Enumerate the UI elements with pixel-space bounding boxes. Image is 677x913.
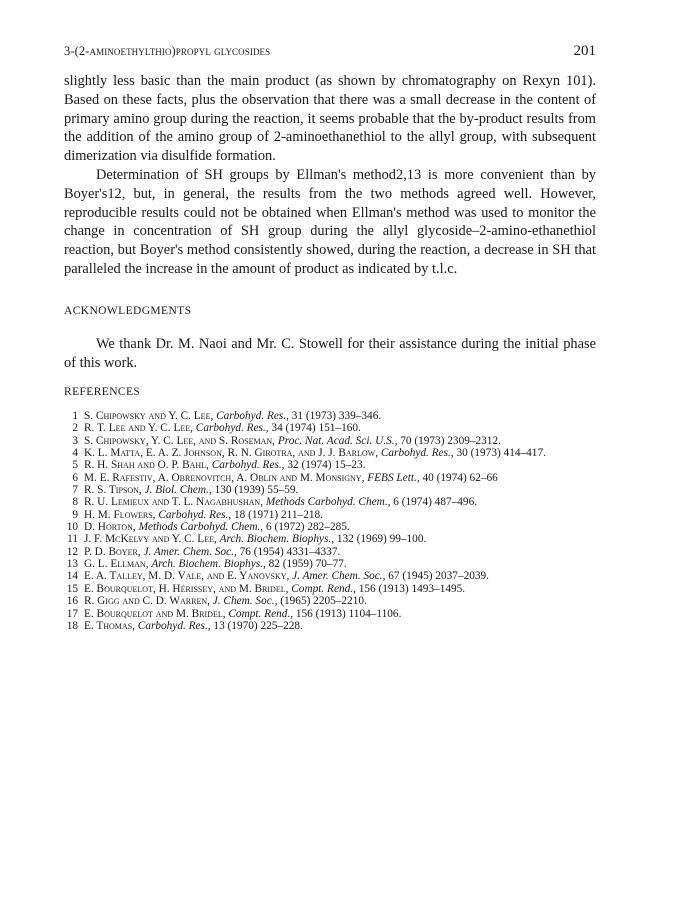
- reference-journal: J. Amer. Chem. Soc.,: [143, 545, 237, 558]
- reference-authors: R. S. Tipson,: [84, 484, 142, 497]
- reference-list: [64, 410, 596, 632]
- reference-authors: R. T. Lee and Y. C. Lee,: [84, 422, 193, 435]
- reference-authors: E. A. Talley, M. D. Vale, and E. Yanovsky,: [84, 570, 290, 583]
- reference-authors: E. Bourquelot, H. Hérissey, and M. Bridel,: [84, 582, 289, 595]
- reference-number: 13: [66, 558, 78, 571]
- reference-item: [64, 533, 596, 545]
- reference-authors: S. Chipowsky, Y. C. Lee, and S. Roseman,: [84, 434, 276, 447]
- references-heading: REFERENCES: [64, 386, 141, 398]
- reference-details: 82 (1959) 70–77.: [268, 558, 347, 571]
- reference-journal: J. Amer. Chem. Soc.,: [292, 570, 386, 583]
- reference-item: [64, 496, 596, 508]
- body-text: [64, 72, 596, 279]
- reference-item: [64, 583, 596, 595]
- reference-authors: E. Thomas,: [84, 619, 135, 632]
- reference-authors: P. D. Boyer,: [84, 545, 141, 558]
- reference-number: 9: [72, 508, 78, 521]
- reference-details: 156 (1913) 1104–1106.: [295, 607, 402, 620]
- reference-details: 132 (1969) 99–100.: [336, 533, 427, 546]
- body-paragraph-1: slightly less basic than the main product (as shown by chromatography on Rexyn 101). Based on these facts, plus the observation that there was a small decrease in the content of primary amino group during the reaction, it seems probable that the by-product results from the addition of the amino group of 2-aminoethanethiol to the allyl group, with subsequent dimerization via disulfide formation.: [64, 73, 596, 165]
- reference-item: [64, 570, 596, 582]
- reference-journal: Compt. Rend.,: [291, 582, 356, 595]
- running-title: 3-(2-aminoethylthio)propyl glycosides: [64, 44, 271, 58]
- acknowledgments-heading: ACKNOWLEDGMENTS: [64, 305, 192, 317]
- reference-authors: D. Horton,: [84, 521, 136, 534]
- reference-number: 3: [72, 434, 78, 447]
- reference-number: 6: [72, 471, 78, 484]
- reference-journal: Carbohyd. Res.,: [137, 619, 211, 632]
- reference-authors: R. U. Lemieux and T. L. Nagabhushan,: [84, 496, 264, 509]
- reference-number: 11: [67, 533, 78, 546]
- reference-details: 76 (1954) 4331–4337.: [239, 545, 341, 558]
- reference-item: [64, 509, 596, 521]
- reference-authors: M. E. Rafestiv, A. Obrenovitch, A. Oblin and M. Monsigny,: [84, 471, 365, 484]
- reference-item: [64, 447, 596, 459]
- reference-journal: Proc. Nat. Acad. Sci. U.S.,: [277, 434, 398, 447]
- reference-number: 5: [72, 459, 78, 472]
- reference-journal: Carbohyd. Res.,: [195, 422, 269, 435]
- reference-item: [64, 595, 596, 607]
- reference-details: 130 (1939) 55–59.: [214, 484, 299, 497]
- reference-journal: Carbohyd. Res.,: [211, 459, 285, 472]
- reference-number: 8: [72, 496, 78, 509]
- reference-authors: S. Chipowsky and Y. C. Lee,: [84, 410, 214, 422]
- reference-journal: Methods Carbohyd. Chem.,: [138, 521, 264, 534]
- reference-number: 18: [66, 619, 78, 632]
- reference-authors: H. M. Flowers,: [84, 508, 156, 521]
- reference-authors: E. Bourquelot and M. Bridel,: [84, 607, 226, 620]
- reference-number: 10: [66, 521, 78, 534]
- reference-journal: Carbohyd. Res.,: [380, 447, 454, 460]
- reference-authors: J. F. McKelvy and Y. C. Lee,: [84, 533, 217, 546]
- reference-journal: Arch. Biochem. Biophys.,: [219, 533, 335, 546]
- reference-item: [64, 620, 596, 632]
- reference-authors: R. Gigg and C. D. Warren,: [84, 595, 210, 608]
- reference-number: 16: [66, 595, 78, 608]
- reference-details: 67 (1945) 2037–2039.: [388, 570, 490, 583]
- reference-journal: J. Biol. Chem.,: [144, 484, 212, 497]
- reference-item: [64, 435, 596, 447]
- reference-details: 6 (1972) 282–285.: [265, 521, 350, 534]
- reference-authors: G. L. Ellman,: [84, 558, 149, 571]
- reference-number: 1: [72, 410, 78, 422]
- reference-journal: Methods Carbohyd. Chem.,: [265, 496, 391, 509]
- reference-item: [64, 608, 596, 620]
- reference-journal: Compt. Rend.,: [228, 607, 294, 620]
- reference-number: 17: [66, 607, 78, 620]
- reference-details: 13 (1970) 225–228.: [213, 619, 303, 632]
- page-header: [64, 44, 596, 62]
- reference-journal: J. Chem. Soc.,: [212, 595, 278, 608]
- reference-journal: Carbohyd. Res.,: [158, 508, 232, 521]
- reference-details: 18 (1971) 211–218.: [233, 508, 323, 521]
- reference-authors: K. L. Matta, E. A. Z. Johnson, R. N. Girotra, and J. J. Barlow,: [84, 447, 379, 460]
- reference-details: 156 (1913) 1493–1495.: [358, 582, 466, 595]
- reference-details: 30 (1973) 414–417.: [456, 447, 546, 460]
- reference-item: [64, 546, 596, 558]
- reference-number: 12: [66, 545, 78, 558]
- reference-details: 31 (1973) 339–346.: [291, 410, 382, 422]
- reference-item: [64, 484, 596, 496]
- reference-details: 6 (1974) 487–496.: [393, 496, 478, 509]
- reference-number: 4: [72, 447, 78, 460]
- reference-item: [64, 558, 596, 570]
- reference-number: 15: [66, 582, 78, 595]
- body-paragraph-2: Determination of SH groups by Ellman's method2,13 is more convenient than by Boyer's12, but, in general, the results from the two methods agreed well. However, reproducible results could not be obtained when Ellman's method was used to monitor the change in concentration of SH group during the allyl glycoside–2-amino-ethanethiol reaction, but Boyer's method consistently showed, during the reaction, a decrease in SH that paralleled the increase in the amount of product as indicated by t.l.c.: [64, 166, 596, 277]
- reference-details: (1965) 2205–2210.: [280, 595, 367, 608]
- reference-details: 70 (1973) 2309–2312.: [400, 434, 501, 447]
- reference-details: 34 (1974) 151–160.: [271, 422, 361, 435]
- page-number: 201: [573, 43, 596, 59]
- reference-item: [64, 422, 596, 434]
- reference-journal: Carbohyd. Res.,: [216, 410, 289, 422]
- acknowledgments-text: We thank Dr. M. Naoi and Mr. C. Stowell for their assistance during the initial phase of this work.: [64, 336, 596, 371]
- reference-item: [64, 410, 596, 422]
- reference-number: 2: [72, 422, 78, 435]
- reference-item: [64, 459, 596, 471]
- reference-authors: R. H. Shah and O. P. Bahl,: [84, 459, 209, 472]
- reference-journal: Arch. Biochem. Biophys.,: [151, 558, 266, 571]
- reference-item: [64, 472, 596, 484]
- reference-details: 40 (1974) 62–66: [422, 471, 498, 484]
- reference-journal: FEBS Lett.,: [367, 471, 420, 484]
- reference-item: [64, 521, 596, 533]
- reference-number: 14: [66, 570, 78, 583]
- reference-number: 7: [72, 484, 78, 497]
- reference-details: 32 (1974) 15–23.: [287, 459, 366, 472]
